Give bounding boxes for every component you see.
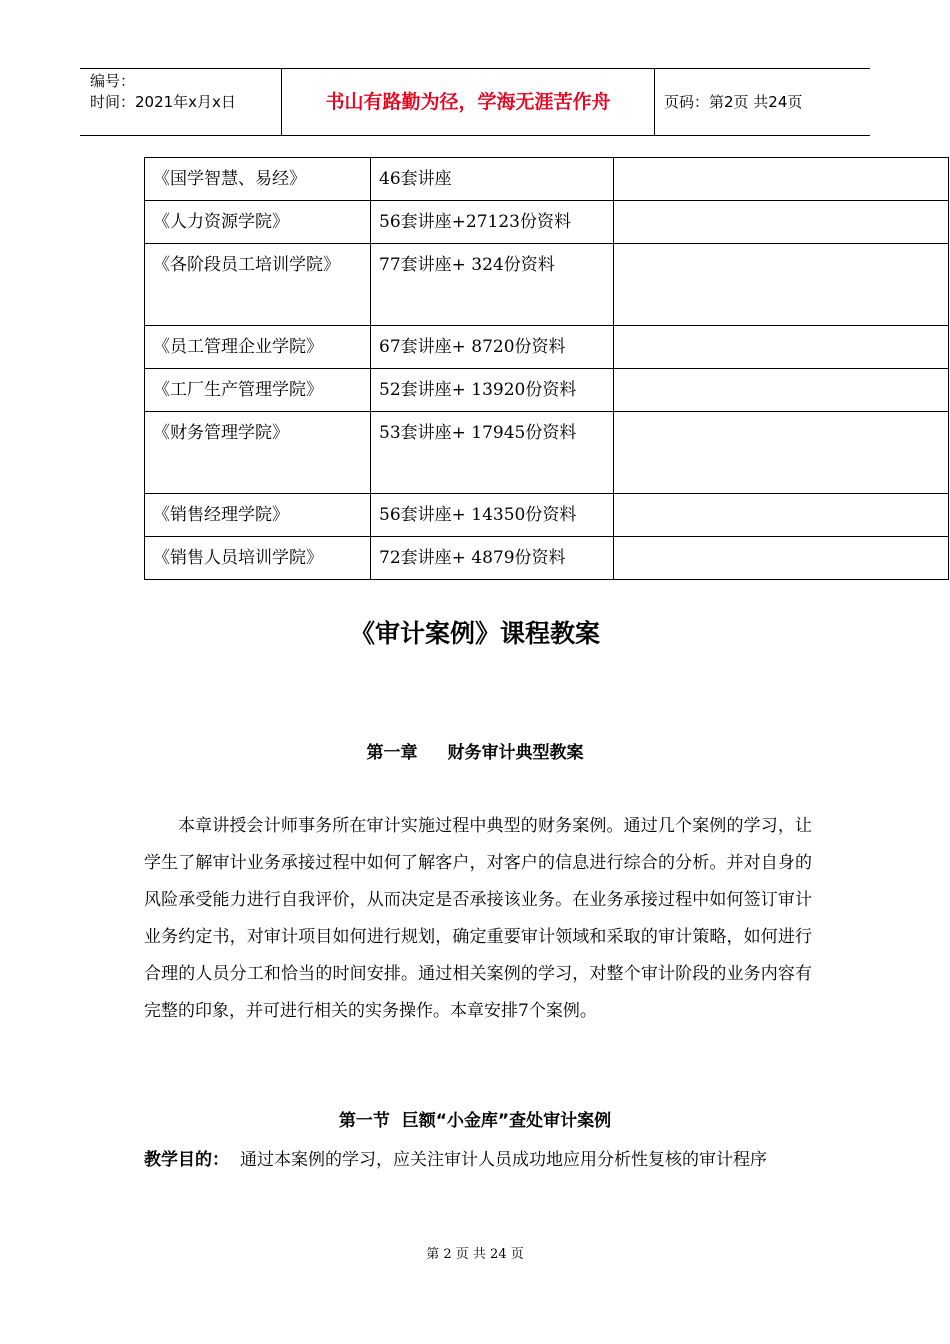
chapter-number: 第一章 bbox=[366, 743, 418, 763]
table-row bbox=[145, 537, 949, 580]
table-cell-content: 77套讲座+ 324份资料 bbox=[371, 244, 614, 326]
header-divider bbox=[654, 69, 655, 135]
table-cell-content: 56套讲座+ 14350份资料 bbox=[371, 494, 614, 537]
table-cell-extra bbox=[614, 244, 949, 326]
section-heading: 第一节 巨额“小金库”查处审计案例 bbox=[338, 1111, 612, 1131]
table-cell-extra bbox=[614, 494, 949, 537]
table-cell-content: 67套讲座+ 8720份资料 bbox=[371, 326, 614, 369]
table-cell-extra bbox=[614, 369, 949, 412]
table-row bbox=[145, 412, 949, 494]
header-number-label: 编号： bbox=[90, 72, 136, 90]
table-cell-extra bbox=[614, 537, 949, 580]
resource-table bbox=[144, 157, 949, 580]
document-title: 《审计案例》课程教案 bbox=[349, 619, 600, 648]
table-cell-content: 56套讲座+27123份资料 bbox=[371, 201, 614, 244]
table-row bbox=[145, 201, 949, 244]
table-cell-content: 52套讲座+ 13920份资料 bbox=[371, 369, 614, 412]
table-row bbox=[145, 326, 949, 369]
header-page-info: 页码：第2页 共24页 bbox=[664, 93, 803, 111]
header-time-label: 时间：2021年x月x日 bbox=[90, 93, 236, 111]
table-cell-name: 《国学智慧、易经》 bbox=[145, 158, 371, 201]
table-cell-content: 72套讲座+ 4879份资料 bbox=[371, 537, 614, 580]
page-header bbox=[80, 68, 870, 136]
table-row bbox=[145, 158, 949, 201]
table-row bbox=[145, 494, 949, 537]
table-cell-content: 53套讲座+ 17945份资料 bbox=[371, 412, 614, 494]
table-cell-name: 《销售人员培训学院》 bbox=[145, 537, 371, 580]
page-footer: 第 2 页 共 24 页 bbox=[426, 1247, 524, 1262]
chapter-title: 财务审计典型教案 bbox=[447, 743, 584, 763]
table-cell-name: 《员工管理企业学院》 bbox=[145, 326, 371, 369]
table-cell-name: 《销售经理学院》 bbox=[145, 494, 371, 537]
teaching-goal-text: 通过本案例的学习，应关注审计人员成功地应用分析性复核的审计程序 bbox=[240, 1150, 767, 1170]
table-cell-content: 46套讲座 bbox=[371, 158, 614, 201]
table-cell-name: 《各阶段员工培训学院》 bbox=[145, 244, 371, 326]
table-cell-extra bbox=[614, 158, 949, 201]
header-motto: 书山有路勤为径，学海无涯苦作舟 bbox=[325, 91, 611, 113]
table-row bbox=[145, 369, 949, 412]
table-cell-name: 《财务管理学院》 bbox=[145, 412, 371, 494]
header-meta bbox=[90, 71, 280, 113]
table-cell-extra bbox=[614, 326, 949, 369]
table-cell-name: 《工厂生产管理学院》 bbox=[145, 369, 371, 412]
teaching-goal-label: 教学目的： bbox=[144, 1150, 229, 1170]
table-cell-name: 《人力资源学院》 bbox=[145, 201, 371, 244]
chapter-heading bbox=[0, 738, 950, 768]
intro-paragraph: 本章讲授会计师事务所在审计实施过程中典型的财务案例。通过几个案例的学习，让学生了解审计业务承接过程中如何了解客户，对客户的信息进行综合的分析。并对自身的风险承受能力进行自我评价，从而决定是否承接该业务。在业务承接过程中如何签订审计业务约定书，对审计项目如何进行规划，确定重要审计领域和采取的审计策略，如何进行合理的人员分工和恰当的时间安排。通过相关案例的学习，对整个审计阶段的业务内容有完整的印象，并可进行相关的实务操作。本章安排7个案例。 bbox=[144, 816, 812, 1021]
table-cell-extra bbox=[614, 201, 949, 244]
teaching-goal bbox=[144, 1142, 812, 1178]
table-cell-extra bbox=[614, 412, 949, 494]
table-row bbox=[145, 244, 949, 326]
